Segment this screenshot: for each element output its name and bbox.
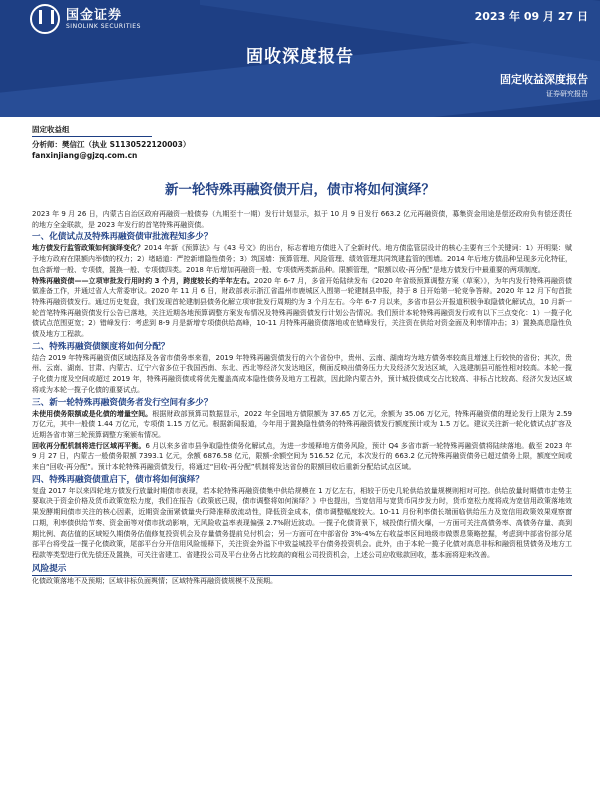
paragraph-text: 2020 年 6-7 月，多省开始陆续发布《2020 年省级预算调整方案（草案）》，为年内发行特殊再融资债做准备工作，并通过省人大常委审议。2020 年 11 月 6 日，财政部表示浙江省温州市鹿城区入围第一轮建制县申报，持于 8 日开始第一轮竞争答辩。2020 年 12 月下旬首批特殊再融资债发行。通过历史复盘，我们发现首轮建制县债务化解立项审批发行周期约为 3 个月左右。今年 6-7 月以来，多省市县公开报道积极争取隐债化解试点，10 月新一轮首笔特殊再融资债发行公告已落地，关注近期各地预算调整方案发布情况及特殊再融资债发行计划公告情况。我们预计本轮特殊再融资发行或有以下三点变化：1）一揽子化债试点范围更宽；2）错峰发行：考虑到 8-9 月是新增专项债供给高峰，10-11 月特殊再融资债落地或在错峰发行，关注资在供给对资金面及利率情冲击；3）置换高息隐性负债及地方工程款。 xyxy=(32,276,572,339)
section-heading: 二、特殊再融资债额度将如何分配？ xyxy=(32,341,170,352)
analyst-email: fanxinjiang@gjzq.com.cn xyxy=(32,151,138,160)
article-title: 新一轮特殊再融资债开启，债市将如何演绎？ xyxy=(165,182,435,198)
sinolink-logo-icon xyxy=(30,4,60,34)
paragraph-lead: 地方债发行监管政策如何演绎变化？ xyxy=(32,244,145,253)
risk-text: 化债政策落地不及预期；区域非标负面舆情；区域特殊再融资债规模不及预期。 xyxy=(32,576,277,585)
paragraph-text: 复盘 2017 年以来四轮地方债发行放量时期债市表现，若本轮特殊再融资债集中供给规模在 1 万亿左右，相较于历史几轮供给放量规模则相对可控。供给放量时期债市走势主要取决于资金价格及货币政策宽松力度，我们在报告《政策底已现，债市调整将如何演绎？》中也提出，当宽信用与宽货币同步发力时，货币宽松力度将成为宽信用政策落地效果发酵期间债市关注的核心因素，近期资金面紧债量央行降准释放流动性，降低资金成本，债市调整幅度较大。10-11 月份利率债长端面临供给压力及宽信用政策效果观察窗口期，利率债供给节奏、资金面等对债市扰动影响，无风险收益率表现偏强 2.7%附近波动。一揽子化债背景下，城投债行情火爆，一方面可关注高债务率、高债务存量、高到期比例、高估值的区域短久期债务估值修复投资机会及存量债务提前兑付机会；另一方面可在中部省份 3%-4%左右收益率区间地级市做票息策略挖掘，考虑到中部省份部分尾部平台将受益一揽子化债政策，尾部平台分开信用风险缓释下，关注资金外溢下中致益城投平台债务投资机会。此外，由于本轮一揽子化债对高息非标和融资租赁债务及地方工程款等类型进行优先偿还及置换，可关注省建工、省建投公司及平台业务占比较高的商租公司投资机会，上述公司应收账款回收，基本面将迎来改善。 xyxy=(32,486,572,559)
analyst-line: 分析师：樊信江（执业 S1130522120003） xyxy=(32,140,191,149)
report-subtype: 固定收益深度报告 xyxy=(500,73,588,86)
paragraph-text: 根据财政部预算司数据显示，2022 年全国地方债限额为 37.65 万亿元，余额为 35.06 万亿元，特殊再融资债的理论发行上限为 2.59 万亿元，其中一般债 1.44 万亿元，专项债 1.15 万亿元。根据新闻报道，今年用于置换隐性债务的特殊再融资债发行额度预计或为 1.5 万亿。建议关注新一轮化债试点扩容及近期各省市第三轮预算调整方案颁布情况。 xyxy=(32,409,572,439)
paragraph-lead: 特殊再融资债——立项审批发行用时约 3 个月，跨度较长约半年左右。 xyxy=(32,276,255,285)
divider xyxy=(32,136,152,137)
section-heading: 一、化债试点及特殊再融资债审批流程知多少？ xyxy=(32,232,213,243)
report-type-title: 固收深度报告 xyxy=(246,47,354,67)
body-paragraph xyxy=(32,486,572,561)
risk-heading: 风险提示 xyxy=(32,563,572,576)
paragraph-lead: 未使用债务限额或是化债的增量空间。 xyxy=(32,409,153,418)
paragraph-text: 2014 年新《预算法》与《43 号文》的出台，标志着地方债进入了全新时代。地方债监管层设计的核心主要有三个关键词：1）开明渠：赋予地方政府在限额内举债的权力；2）堵暗道：严控新增隐性债务；3）筑国墙：预算管理、风险管理、绩效管理共同筑建监管的围墙。2014 年后地方债品种呈现多元化特征，包含新增一般、专项债，置换一般、专项债四类。2018 年后增加再融资一般、专项债两类新品种。限额管理，“限额以收-再分配”是地方债发行中最重要的两项制度。 xyxy=(32,244,573,274)
intro-paragraph: 2023 年 9 月 26 日，内蒙古自治区政府再融资一般债券（九期至十一期）发行计划显示，拟于 10 月 9 日发行 663.2 亿元再融资债，募集资金用途是偿还政府负有偿还责任的地方全金联款，是 2023 年发行的首笔特殊再融资债。 xyxy=(32,210,572,229)
body-paragraph xyxy=(32,353,572,396)
body-paragraph xyxy=(32,441,572,473)
paragraph-lead: 回收再分配机制将进行区域再平衡。 xyxy=(32,441,146,450)
body-paragraph xyxy=(32,276,572,340)
paragraph-text: 6 月以来多省市县争取隐性债务化解试点，为进一步缓释地方债务风险，预计 Q4 多省市新一轮特殊再融资债将陆续落地。截至 2023 年 9 月 27 日，内蒙古一般债务限额 7393.1 亿元，余额 6876.58 亿元，限额-余额空间为 516.52 亿元，本次发行的 663.2 亿元特殊再融资债务已超过债务上限，额度空间或来自“回收-再分配”。预计本轮特殊再融资债发行，将通过“回收-再分配”机制将发达省份的限额回收后重新分配给试点区域。 xyxy=(32,441,572,472)
body-paragraph xyxy=(32,243,572,275)
team-name: 固定收益组 xyxy=(32,125,70,134)
body-paragraph xyxy=(32,409,572,441)
logo-en-text: SINOLINK SECURITIES xyxy=(66,22,141,30)
section-heading: 四、特殊再融资债重启下，债市将如何演绎？ xyxy=(32,474,204,485)
report-date: 2023 年 09 月 27 日 xyxy=(474,10,588,23)
company-logo xyxy=(30,4,141,34)
section-heading: 三、新一轮特殊再融资债务者发行空间有多少？ xyxy=(32,397,213,408)
author-info xyxy=(32,124,190,161)
logo-cn-text: 国金证券 xyxy=(66,7,123,23)
report-department: 证券研究报告 xyxy=(546,90,588,98)
paragraph-text: 结合 2019 年特殊再融资债区域选择及各省市债务率来看，2019 年特殊再融资债发行的六个省份中，贵州、云南、湖南均为地方债务率较高且增速上行较快的省份；其次，贵州、云南、湖南、甘肃、内蒙古、辽宁六省多位于我国西南、东北、西北等经济欠发达地区，侧面反映出债务压力大及经济欠发达区域，入选建制县可能性相对较高。本轮一揽子化债力度及空间或超过 2019 年，特殊再融资债或将优先覆盖高成本隐性债务及地方工程款，因此除内蒙古外，预计城投债成交占比较高、非标占比较高、经济欠发达区域将或为本轮一揽子化债的重要试点。 xyxy=(32,353,572,394)
article-body xyxy=(32,209,572,586)
header-banner xyxy=(0,0,600,117)
